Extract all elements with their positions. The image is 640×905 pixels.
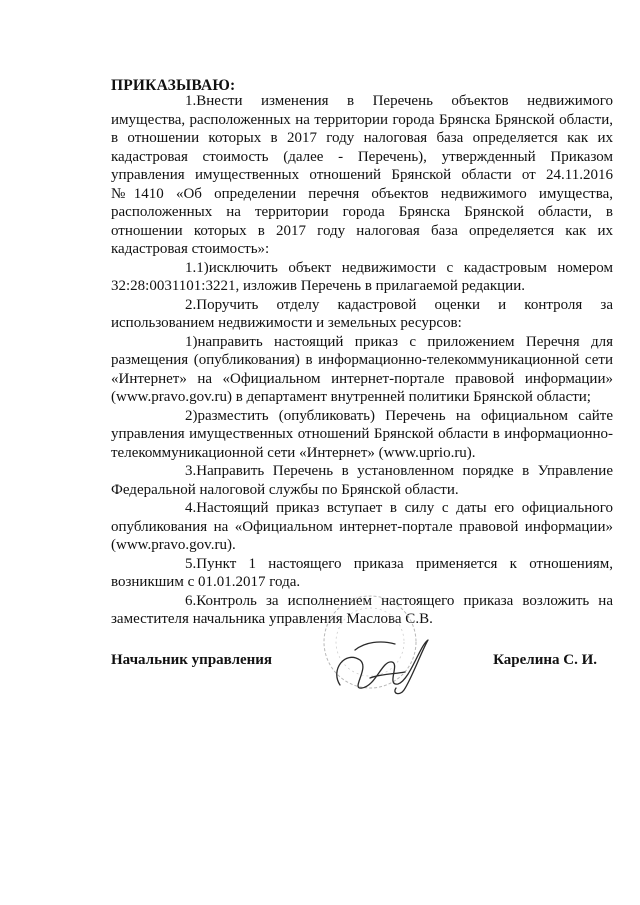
order-paragraph-1-1 [111, 259, 613, 296]
paragraph-number: 5. [185, 555, 197, 572]
order-paragraph-4 [111, 499, 613, 555]
paragraph-number: 1. [185, 93, 197, 109]
paragraph-text: Контроль за исполнением настоящего приказа возложить на заместителя начальника управления Маслова С.В. [111, 592, 613, 627]
paragraph-number: 1.1) [185, 259, 209, 276]
paragraph-text: Направить Перечень в установленном порядке в Управление Федеральной налоговой службы по Брянской области. [111, 463, 613, 498]
paragraph-text: направить настоящий приказ с приложением Перечня для размещения (опубликования) в информационно-телекоммуникационной сети «Интернет» на «Официальном интернет-портале правовой информации» (www.pravo.gov.ru) в департамент внутренней политики Брянской области; [111, 333, 613, 405]
signatory-position: Начальник управления [111, 652, 273, 668]
signature-stroke [337, 640, 428, 694]
paragraph-number: 6. [185, 592, 197, 609]
order-subparagraph-2 [111, 407, 613, 463]
order-body [111, 92, 613, 629]
order-paragraph-3 [111, 462, 613, 499]
order-heading: ПРИКАЗЫВАЮ: [111, 77, 236, 94]
paragraph-text: Внести изменения в Перечень объектов недвижимого имущества, расположенных на территории города Брянска Брянской области, в отношении которых в 2017 году налоговая база определяется как их кадастровая стоимость (далее - Перечень), утвержденный Приказом управления имущественных отношений Брянской области от 24.11.2016 №1410 «Об определении перечня объектов недвижимого имущества, расположенных на территории города Брянска Брянской области, в отношении которых в 2017 году налоговая база определяется как их кадастровая стоимость»: [111, 93, 613, 257]
order-paragraph-1 [111, 92, 613, 259]
order-paragraph-2 [111, 296, 613, 333]
paragraph-text: Поручить отделу кадастровой оценки и контроля за использованием недвижимости и земельных ресурсов: [111, 296, 613, 331]
paragraph-number: 4. [185, 500, 197, 516]
paragraph-text: разместить (опубликовать) Перечень на официальном сайте управления имущественных отношений Брянской области в информационно-телекоммуникационной сети «Интернет» (www.uprio.ru). [111, 407, 613, 461]
paragraph-number: 2) [185, 407, 198, 424]
paragraph-text: исключить объект недвижимости с кадастровым номером 32:28:0031101:3221, изложив Перечень в прилагаемой редакции. [111, 259, 613, 294]
paragraph-number: 3. [185, 463, 197, 479]
order-paragraph-5 [111, 555, 613, 592]
signatory-name: Карелина С. И. [493, 652, 597, 668]
paragraph-text: Настоящий приказ вступает в силу с даты его официального опубликования на «Официальном интернет-портале правовой информации» (www.pravo.gov.ru). [111, 500, 613, 553]
paragraph-text: Пункт 1 настоящего приказа применяется к отношениям, возникшим с 01.01.2017 года. [111, 555, 613, 590]
signature-with-stamp [300, 590, 440, 710]
paragraph-number: 1) [185, 333, 198, 350]
paragraph-number: 2. [185, 296, 197, 313]
stamp-outline [324, 596, 416, 688]
order-subparagraph-1 [111, 333, 613, 407]
